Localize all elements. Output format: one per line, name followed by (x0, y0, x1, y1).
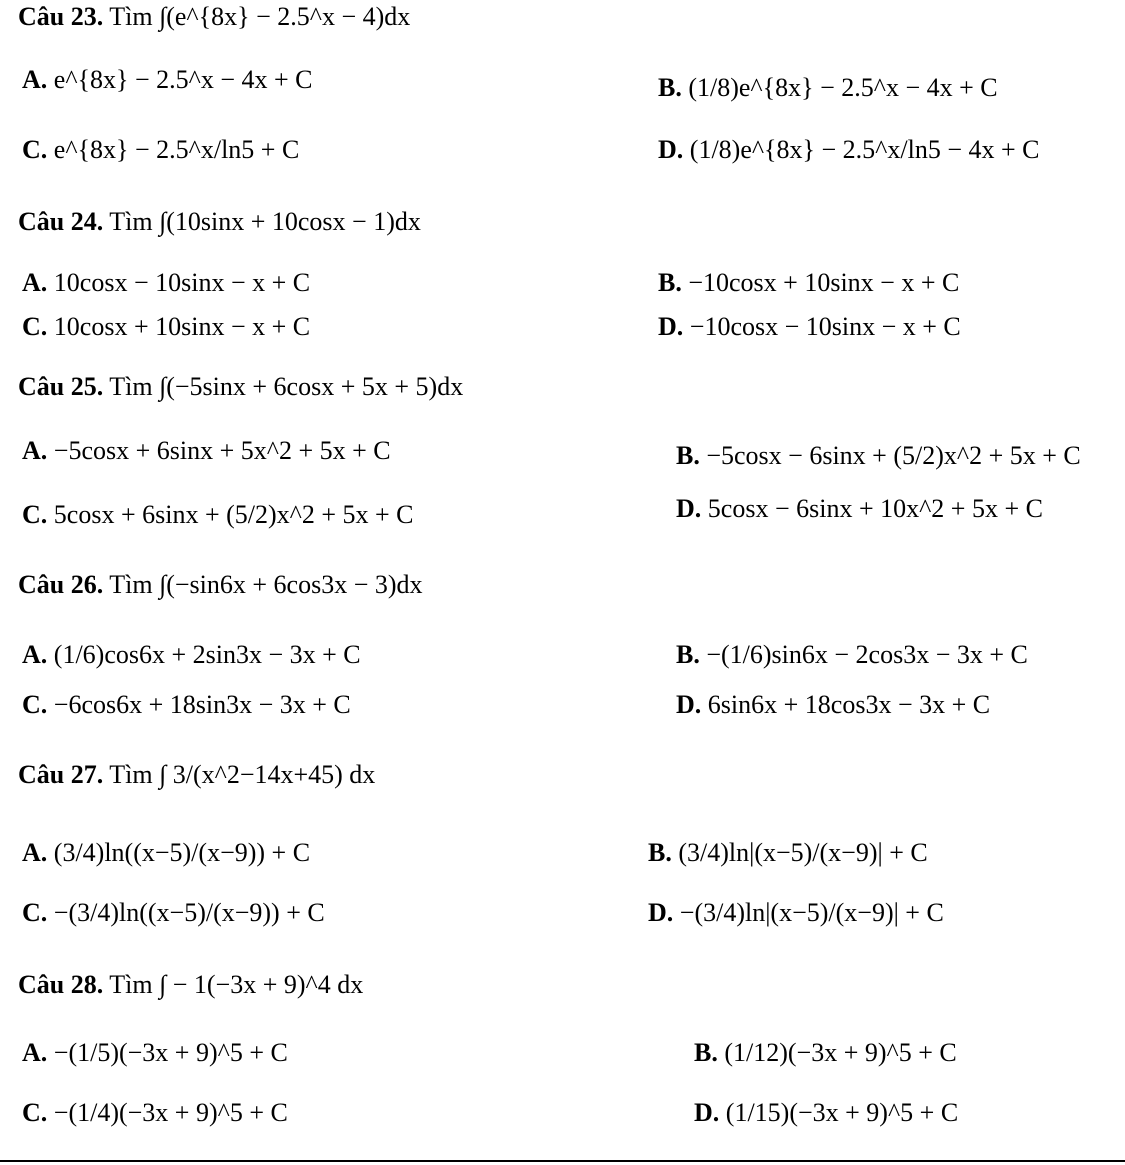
option-label: A. (22, 838, 48, 867)
question-number: Câu 24. (18, 207, 104, 236)
option-a[interactable] (22, 640, 361, 670)
option-d[interactable] (648, 898, 944, 928)
option-label: C. (22, 135, 48, 164)
question-number: Câu 27. (18, 760, 104, 789)
question-24 (18, 207, 421, 237)
option-text: (1/6)cos6x + 2sin3x − 3x + C (53, 640, 361, 669)
option-b[interactable] (694, 1038, 957, 1068)
option-label: B. (648, 838, 672, 867)
option-d[interactable] (676, 494, 1043, 524)
question-prompt: Tìm ∫ 3/(x^2−14x+45) dx (109, 760, 376, 789)
option-d[interactable] (658, 135, 1040, 165)
option-label: B. (658, 268, 682, 297)
option-a[interactable] (22, 1038, 288, 1068)
question-prompt: Tìm ∫(−5sinx + 6cosx + 5x + 5)dx (109, 372, 464, 401)
option-b[interactable] (648, 838, 928, 868)
option-label: A. (22, 65, 48, 94)
option-a[interactable] (22, 268, 310, 298)
option-label: A. (22, 640, 48, 669)
option-text: 5cosx + 6sinx + (5/2)x^2 + 5x + C (53, 500, 414, 529)
option-label: A. (22, 1038, 48, 1067)
option-label: A. (22, 436, 48, 465)
option-text: (1/8)e^{8x} − 2.5^x − 4x + C (688, 73, 998, 102)
question-26 (18, 570, 423, 600)
option-label: D. (658, 135, 684, 164)
option-label: D. (694, 1098, 720, 1127)
option-text: −5cosx + 6sinx + 5x^2 + 5x + C (53, 436, 391, 465)
option-c[interactable] (22, 1098, 288, 1128)
question-27 (18, 760, 375, 790)
option-label: D. (658, 312, 684, 341)
question-number: Câu 28. (18, 970, 104, 999)
option-b[interactable] (658, 73, 998, 103)
question-number: Câu 26. (18, 570, 104, 599)
option-text: 6sin6x + 18cos3x − 3x + C (707, 690, 991, 719)
option-label: A. (22, 268, 48, 297)
option-text: −(1/4)(−3x + 9)^5 + C (53, 1098, 288, 1127)
option-text: (1/8)e^{8x} − 2.5^x/ln5 − 4x + C (689, 135, 1040, 164)
option-c[interactable] (22, 500, 414, 530)
bottom-divider (0, 1160, 1125, 1162)
option-text: −10cosx + 10sinx − x + C (688, 268, 960, 297)
option-a[interactable] (22, 436, 391, 466)
question-number: Câu 25. (18, 372, 104, 401)
option-label: B. (658, 73, 682, 102)
option-text: (3/4)ln|(x−5)/(x−9)| + C (678, 838, 928, 867)
option-label: C. (22, 312, 48, 341)
option-text: 10cosx + 10sinx − x + C (53, 312, 311, 341)
question-prompt: Tìm ∫(10sinx + 10cosx − 1)dx (109, 207, 421, 236)
question-25 (18, 372, 463, 402)
option-text: (3/4)ln((x−5)/(x−9)) + C (53, 838, 311, 867)
option-d[interactable] (676, 690, 990, 720)
option-d[interactable] (658, 312, 961, 342)
option-a[interactable] (22, 65, 313, 95)
option-text: −(3/4)ln|(x−5)/(x−9)| + C (679, 898, 944, 927)
option-b[interactable] (676, 441, 1081, 471)
option-a[interactable] (22, 838, 310, 868)
option-text: −(3/4)ln((x−5)/(x−9)) + C (53, 898, 325, 927)
option-label: C. (22, 500, 48, 529)
option-label: D. (676, 494, 702, 523)
option-text: −(1/5)(−3x + 9)^5 + C (53, 1038, 288, 1067)
option-text: −5cosx − 6sinx + (5/2)x^2 + 5x + C (706, 441, 1081, 470)
question-23 (18, 2, 410, 32)
option-c[interactable] (22, 690, 351, 720)
question-28 (18, 970, 363, 1000)
option-b[interactable] (676, 640, 1028, 670)
option-label: C. (22, 1098, 48, 1127)
question-prompt: Tìm ∫(e^{8x} − 2.5^x − 4)dx (109, 2, 411, 31)
option-text: (1/12)(−3x + 9)^5 + C (724, 1038, 957, 1067)
option-text: 10cosx − 10sinx − x + C (53, 268, 311, 297)
question-prompt: Tìm ∫(−sin6x + 6cos3x − 3)dx (109, 570, 423, 599)
option-text: −(1/6)sin6x − 2cos3x − 3x + C (706, 640, 1028, 669)
option-label: D. (648, 898, 674, 927)
option-text: e^{8x} − 2.5^x − 4x + C (53, 65, 313, 94)
option-label: B. (694, 1038, 718, 1067)
option-text: (1/15)(−3x + 9)^5 + C (725, 1098, 959, 1127)
option-label: C. (22, 898, 48, 927)
option-d[interactable] (694, 1098, 958, 1128)
option-text: e^{8x} − 2.5^x/ln5 + C (53, 135, 300, 164)
option-label: D. (676, 690, 702, 719)
option-c[interactable] (22, 898, 325, 928)
option-text: −10cosx − 10sinx − x + C (689, 312, 961, 341)
option-label: B. (676, 640, 700, 669)
option-b[interactable] (658, 268, 959, 298)
option-text: −6cos6x + 18sin3x − 3x + C (53, 690, 351, 719)
option-c[interactable] (22, 312, 310, 342)
option-c[interactable] (22, 135, 299, 165)
option-text: 5cosx − 6sinx + 10x^2 + 5x + C (707, 494, 1043, 523)
option-label: C. (22, 690, 48, 719)
question-prompt: Tìm ∫ − 1(−3x + 9)^4 dx (109, 970, 364, 999)
question-number: Câu 23. (18, 2, 104, 31)
option-label: B. (676, 441, 700, 470)
